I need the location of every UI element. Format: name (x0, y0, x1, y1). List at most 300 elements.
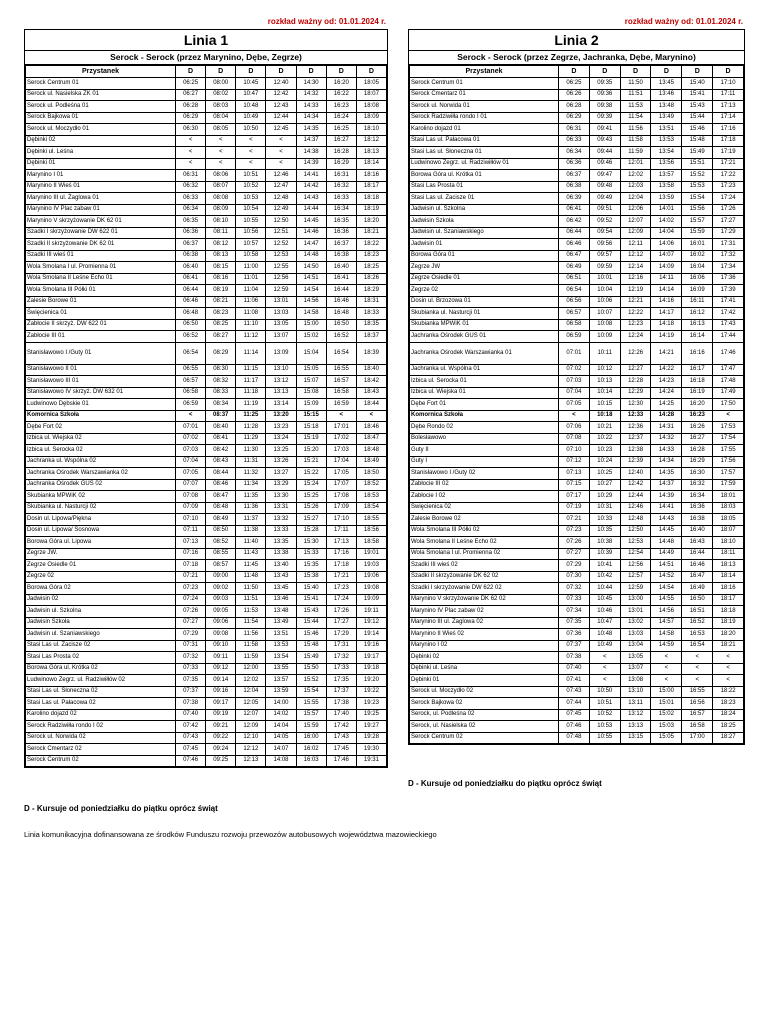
departure-time: 17:07 (326, 479, 356, 491)
departure-time: 12:02 (236, 675, 266, 687)
departure-time: 10:48 (589, 629, 620, 641)
departure-time: 18:56 (356, 525, 386, 537)
table-row (26, 629, 387, 641)
departure-time: 10:01 (589, 273, 620, 285)
departure-time: 16:32 (326, 181, 356, 193)
departure-time: 06:41 (559, 204, 590, 216)
stop-name: Jachranka Ośrodek GUS 01 (410, 331, 559, 343)
departure-time: 09:12 (206, 663, 236, 675)
departure-time: 14:07 (651, 250, 682, 262)
stop-name: Stasi Las ul. Pałacowa 02 (26, 698, 176, 710)
stop-name: Stasi Las ul. Zacisze 02 (26, 640, 176, 652)
departure-time: 19:23 (356, 698, 386, 710)
departure-time: 16:55 (682, 686, 713, 698)
header-day-code: D (713, 66, 744, 78)
departure-time: 15:05 (651, 732, 682, 744)
departure-time: 12:49 (266, 204, 296, 216)
departure-time: 13:46 (651, 89, 682, 101)
departure-time: 06:31 (559, 124, 590, 136)
departure-time: < (651, 675, 682, 687)
departure-time: 13:12 (620, 709, 651, 721)
departure-time: 11:53 (236, 606, 266, 618)
departure-time: 08:11 (206, 227, 236, 239)
departure-time: 12:29 (620, 387, 651, 399)
departure-time: 14:07 (266, 744, 296, 756)
departure-time: 13:48 (266, 606, 296, 618)
departure-time: 12:50 (620, 525, 651, 537)
departure-time: 07:15 (559, 479, 590, 491)
stop-name: Serock Bajkowa 01 (26, 112, 176, 124)
departure-time: 10:57 (236, 239, 266, 251)
departure-time: 12:46 (266, 170, 296, 182)
departure-time: < (176, 147, 206, 159)
departure-time: 09:06 (206, 617, 236, 629)
departure-time: 15:27 (296, 514, 326, 526)
departure-time: 18:20 (356, 216, 386, 228)
departure-time: 11:45 (236, 560, 266, 572)
departure-time: 13:03 (266, 308, 296, 320)
departure-time: 07:32 (176, 652, 206, 664)
departure-time: 16:34 (326, 204, 356, 216)
departure-time: 15:03 (651, 721, 682, 733)
departure-time: 11:17 (236, 376, 266, 388)
departure-time: 11:51 (620, 89, 651, 101)
departure-time: 13:29 (266, 479, 296, 491)
departure-time: 14:01 (651, 204, 682, 216)
stop-name: Święcienica 02 (410, 502, 559, 514)
departure-time: 17:11 (713, 89, 744, 101)
departure-time: 14:41 (651, 502, 682, 514)
departure-time: 08:52 (206, 537, 236, 549)
departure-time: 11:36 (236, 502, 266, 514)
departure-time: 13:04 (620, 640, 651, 652)
departure-time: 14:45 (296, 216, 326, 228)
departure-time: 10:58 (236, 250, 266, 262)
departure-time: < (682, 652, 713, 664)
stop-name: Jadwisin ul. Szaniawskiego (26, 629, 176, 641)
departure-time: 19:28 (356, 732, 386, 744)
departure-time: 17:42 (713, 308, 744, 320)
departure-time: 17:31 (713, 239, 744, 251)
departure-time: 13:14 (266, 399, 296, 411)
departure-time: 14:34 (651, 456, 682, 468)
departure-time: 18:09 (356, 112, 386, 124)
table-row (26, 78, 387, 90)
stop-name: Stasi Las ul. Słoneczna 01 (410, 147, 559, 159)
departure-time: 19:17 (356, 652, 386, 664)
departure-time: 17:22 (713, 170, 744, 182)
header-day-code: D (236, 66, 266, 78)
departure-time: 18:21 (713, 640, 744, 652)
departure-time: 12:03 (620, 181, 651, 193)
table-row (410, 239, 744, 251)
table-row (26, 135, 387, 147)
departure-time: 13:51 (651, 124, 682, 136)
departure-time: 16:34 (682, 491, 713, 503)
table-row (26, 296, 387, 308)
departure-time: 13:03 (620, 629, 651, 641)
departure-time: 16:57 (682, 709, 713, 721)
stop-name: Skubianka ul. Nasturcji 01 (410, 308, 559, 320)
departure-time: 08:13 (206, 250, 236, 262)
departure-time: 13:59 (651, 193, 682, 205)
table-row (26, 686, 387, 698)
departure-time: 15:00 (651, 686, 682, 698)
departure-time: 15:52 (296, 675, 326, 687)
departure-time: 10:52 (589, 709, 620, 721)
departure-time: 07:29 (559, 560, 590, 572)
departure-time: 11:06 (236, 296, 266, 308)
departure-time: 17:40 (326, 709, 356, 721)
departure-time: 15:35 (296, 560, 326, 572)
departure-time: 16:40 (682, 525, 713, 537)
departure-time: 18:16 (713, 583, 744, 595)
departure-time: 06:25 (176, 78, 206, 90)
stop-name: Zegrze JW. (26, 548, 176, 560)
departure-time: 07:37 (559, 640, 590, 652)
departure-time: 11:48 (236, 571, 266, 583)
stop-name: Jachranka ul. Wspólna 01 (410, 364, 559, 376)
departure-time: 12:04 (236, 686, 266, 698)
departure-time: 16:32 (682, 479, 713, 491)
departure-time: 10:45 (589, 594, 620, 606)
departure-time: 07:13 (559, 468, 590, 480)
departure-time: 18:46 (356, 422, 386, 434)
departure-time: 08:02 (206, 89, 236, 101)
table-row (410, 376, 744, 388)
departure-time: 14:51 (651, 560, 682, 572)
departure-time: 17:18 (326, 560, 356, 572)
departure-time: 12:05 (236, 698, 266, 710)
departure-time: 10:55 (236, 216, 266, 228)
stop-name: Wola Smolana I ul. Promienna 01 (26, 262, 176, 274)
departure-time: 14:50 (296, 262, 326, 274)
departure-time: 17:59 (713, 479, 744, 491)
departure-time: 15:49 (296, 652, 326, 664)
stop-name: Wola Smolana III Półki 01 (26, 285, 176, 297)
departure-time: < (266, 158, 296, 170)
departure-time: 15:26 (296, 502, 326, 514)
departure-time: 15:30 (296, 537, 326, 549)
departure-time: 12:09 (620, 227, 651, 239)
departure-time: 18:58 (356, 537, 386, 549)
departure-time: 10:49 (236, 112, 266, 124)
header-day-code: D (296, 66, 326, 78)
departure-time: 06:33 (559, 135, 590, 147)
departure-time: 16:54 (682, 640, 713, 652)
departure-time: 09:14 (206, 675, 236, 687)
departure-time: < (713, 663, 744, 675)
departure-time: 09:46 (589, 158, 620, 170)
stop-name: Wola Smolana II Leśne Echo 01 (26, 273, 176, 285)
departure-time: 17:48 (713, 376, 744, 388)
departure-time: < (713, 652, 744, 664)
departure-time: 14:45 (651, 525, 682, 537)
departure-time: 14:49 (651, 548, 682, 560)
line-title: Linia 1 (25, 30, 387, 51)
departure-time: 16:36 (326, 227, 356, 239)
departure-time: 09:41 (589, 124, 620, 136)
departure-time: 17:31 (326, 640, 356, 652)
departure-time: 18:35 (356, 319, 386, 331)
departure-time: < (651, 652, 682, 664)
stop-name: Serock Radziwiłła rondo I 01 (410, 112, 559, 124)
stop-name: Szadki I skrzyżowanie DW 622 01 (26, 227, 176, 239)
departure-time: 12:16 (620, 273, 651, 285)
departure-time: 10:49 (589, 640, 620, 652)
funding-note: Linia komunikacyjna dofinansowana ze środków Funduszu rozwoju przewozów autobusowych województwa mazowieckiego (24, 830, 437, 839)
table-row (410, 135, 744, 147)
departure-time: 10:53 (236, 193, 266, 205)
table-row (26, 422, 387, 434)
departure-time: 12:47 (266, 181, 296, 193)
departure-time: 18:20 (713, 629, 744, 641)
stop-name: Zalesie Borowe 02 (410, 514, 559, 526)
schedule-table (409, 65, 744, 744)
departure-time: 16:30 (682, 468, 713, 480)
table-row (26, 617, 387, 629)
departure-time: 13:48 (651, 101, 682, 113)
departure-time: 16:46 (682, 560, 713, 572)
header-day-code: D (682, 66, 713, 78)
departure-time: 08:23 (206, 308, 236, 320)
departure-time: 10:50 (236, 124, 266, 136)
table-row (26, 709, 387, 721)
departure-time: < (356, 410, 386, 422)
departure-time: 08:16 (206, 273, 236, 285)
departure-time: 06:37 (559, 170, 590, 182)
departure-time: 14:28 (651, 410, 682, 422)
departure-time: 09:22 (206, 732, 236, 744)
departure-time: < (176, 158, 206, 170)
table-row (26, 583, 387, 595)
departure-time: 07:07 (176, 479, 206, 491)
departure-time: 06:59 (176, 399, 206, 411)
departure-time: 15:25 (296, 491, 326, 503)
departure-time: 06:47 (559, 250, 590, 262)
schedule-body (26, 78, 387, 767)
departure-time: 14:09 (651, 262, 682, 274)
departure-time: 16:36 (682, 502, 713, 514)
stop-name: Jadwisin ul. Szkolna (410, 204, 559, 216)
departure-time: 17:33 (326, 663, 356, 675)
departure-time: 18:25 (356, 262, 386, 274)
table-row (410, 262, 744, 274)
stop-name: Zabłocie III 01 (26, 331, 176, 343)
departure-time: 17:29 (326, 629, 356, 641)
departure-time: 13:58 (651, 181, 682, 193)
departure-time: 17:08 (326, 491, 356, 503)
departure-time: 14:06 (651, 239, 682, 251)
departure-time: 06:34 (559, 147, 590, 159)
departure-time: 16:13 (682, 319, 713, 331)
departure-time: 09:39 (589, 112, 620, 124)
departure-time: 14:30 (296, 78, 326, 90)
stop-name: Marynino I 01 (26, 170, 176, 182)
departure-time: 18:26 (356, 273, 386, 285)
table-row (26, 640, 387, 652)
header-stop: Przystanek (26, 66, 176, 78)
departure-time: 17:42 (326, 721, 356, 733)
table-row (26, 721, 387, 733)
table-row (410, 147, 744, 159)
stop-name: Zabłocie I 02 (410, 491, 559, 503)
table-row (26, 181, 387, 193)
departure-time: 10:12 (589, 364, 620, 376)
departure-time: 10:52 (236, 181, 266, 193)
table-row (26, 147, 387, 159)
stop-name: Serock Bajkowa 02 (410, 698, 559, 710)
departure-time: 11:08 (236, 308, 266, 320)
departure-time: 14:05 (266, 732, 296, 744)
departure-time: 07:05 (176, 468, 206, 480)
departure-time: 12:14 (620, 262, 651, 274)
departure-time: 11:31 (236, 456, 266, 468)
departure-time: 15:54 (682, 193, 713, 205)
table-row (410, 663, 744, 675)
departure-time: 12:37 (620, 433, 651, 445)
table-row (26, 433, 387, 445)
table-row (410, 331, 744, 343)
departure-time: 17:26 (326, 606, 356, 618)
departure-time: 06:40 (176, 262, 206, 274)
departure-time: 18:18 (713, 606, 744, 618)
departure-time: 15:41 (682, 89, 713, 101)
table-row (410, 158, 744, 170)
departure-time: < (589, 675, 620, 687)
table-row (26, 89, 387, 101)
departure-time: 16:02 (682, 250, 713, 262)
departure-time: 17:16 (326, 548, 356, 560)
departure-time: 14:04 (266, 721, 296, 733)
departure-time: 13:35 (266, 537, 296, 549)
departure-time: 09:11 (206, 652, 236, 664)
departure-time: 07:46 (176, 755, 206, 767)
header-row (26, 66, 387, 78)
departure-time: 17:04 (326, 456, 356, 468)
departure-time: 15:48 (682, 135, 713, 147)
departure-time: 17:32 (713, 250, 744, 262)
departure-time: 17:03 (326, 445, 356, 457)
departure-time: 16:58 (326, 387, 356, 399)
departure-time: 19:18 (356, 663, 386, 675)
departure-time: 19:09 (356, 594, 386, 606)
departure-time: 06:25 (559, 78, 590, 90)
departure-time: 12:44 (266, 112, 296, 124)
departure-time: 10:53 (589, 721, 620, 733)
departure-time: 14:46 (296, 227, 326, 239)
departure-time: 17:53 (713, 422, 744, 434)
departure-time: 06:35 (176, 216, 206, 228)
departure-time: 14:23 (651, 376, 682, 388)
table-row (26, 755, 387, 767)
departure-time: 16:24 (326, 112, 356, 124)
departure-time: 07:29 (176, 629, 206, 641)
departure-time: 13:11 (620, 698, 651, 710)
departure-time: 12:06 (620, 204, 651, 216)
departure-time: 17:19 (713, 147, 744, 159)
departure-time: 14:14 (651, 285, 682, 297)
departure-time: 16:49 (682, 583, 713, 595)
stop-name: Zegrze Osiedle 01 (410, 273, 559, 285)
departure-time: 14:34 (296, 112, 326, 124)
departure-time: 09:03 (206, 594, 236, 606)
departure-time: 14:54 (651, 583, 682, 595)
table-row (26, 491, 387, 503)
departure-time: 16:43 (682, 537, 713, 549)
departure-time: 09:24 (206, 744, 236, 756)
departure-time: 07:18 (176, 560, 206, 572)
schedule-table (25, 65, 387, 767)
departure-time: 14:02 (266, 709, 296, 721)
departure-time: 07:34 (559, 606, 590, 618)
departure-time: 16:51 (682, 606, 713, 618)
departure-time: 06:32 (176, 181, 206, 193)
departure-time: 16:52 (682, 617, 713, 629)
departure-time: 17:18 (713, 135, 744, 147)
departure-time: 17:57 (713, 468, 744, 480)
departure-time: 15:38 (296, 571, 326, 583)
departure-time: 14:56 (651, 606, 682, 618)
departure-time: 16:27 (682, 433, 713, 445)
departure-time: 14:52 (651, 571, 682, 583)
table-row (410, 181, 744, 193)
departure-time: 15:57 (296, 709, 326, 721)
departure-time: 15:02 (296, 331, 326, 343)
table-row (410, 583, 744, 595)
departure-time: 06:38 (176, 250, 206, 262)
departure-time: 17:23 (713, 181, 744, 193)
departure-time: 13:53 (651, 135, 682, 147)
table-row (26, 445, 387, 457)
stop-name: Guty II (410, 445, 559, 457)
departure-time: 18:10 (356, 124, 386, 136)
departure-time: 06:39 (559, 193, 590, 205)
departure-time: 15:43 (682, 101, 713, 113)
departure-time: 14:02 (651, 216, 682, 228)
stop-name: Dębe Fort 02 (26, 422, 176, 434)
departure-time: 17:50 (713, 399, 744, 411)
departure-time: 08:57 (206, 560, 236, 572)
stop-name: Jachranka Ośrodek Warszawianka 01 (410, 342, 559, 364)
stop-name: Szadki I skrzyżowanie DW 622 02 (410, 583, 559, 595)
stop-name: Stasi Las ul. Pałacowa 01 (410, 135, 559, 147)
table-row (26, 744, 387, 756)
departure-time: 07:27 (176, 617, 206, 629)
departure-time: 10:29 (589, 491, 620, 503)
departure-time: 18:08 (356, 101, 386, 113)
departure-time: 18:13 (356, 147, 386, 159)
departure-time: 11:28 (236, 422, 266, 434)
table-row (410, 468, 744, 480)
departure-time: 11:34 (236, 479, 266, 491)
departure-time: 07:08 (176, 491, 206, 503)
stop-name: Marynino II Wieś 02 (410, 629, 559, 641)
departure-time: 10:45 (236, 78, 266, 90)
departure-time: 07:46 (559, 721, 590, 733)
departure-time: < (559, 410, 590, 422)
departure-time: 17:13 (713, 101, 744, 113)
departure-time: 16:01 (682, 239, 713, 251)
departure-time: 12:33 (620, 410, 651, 422)
departure-time: 17:55 (713, 445, 744, 457)
departure-time: 17:02 (326, 433, 356, 445)
departure-time: 06:27 (176, 89, 206, 101)
stop-name: Dębe Rondo 02 (410, 422, 559, 434)
departure-time: 17:11 (326, 525, 356, 537)
departure-time: 07:11 (176, 525, 206, 537)
stop-name: Serock Cmentarz 01 (410, 89, 559, 101)
